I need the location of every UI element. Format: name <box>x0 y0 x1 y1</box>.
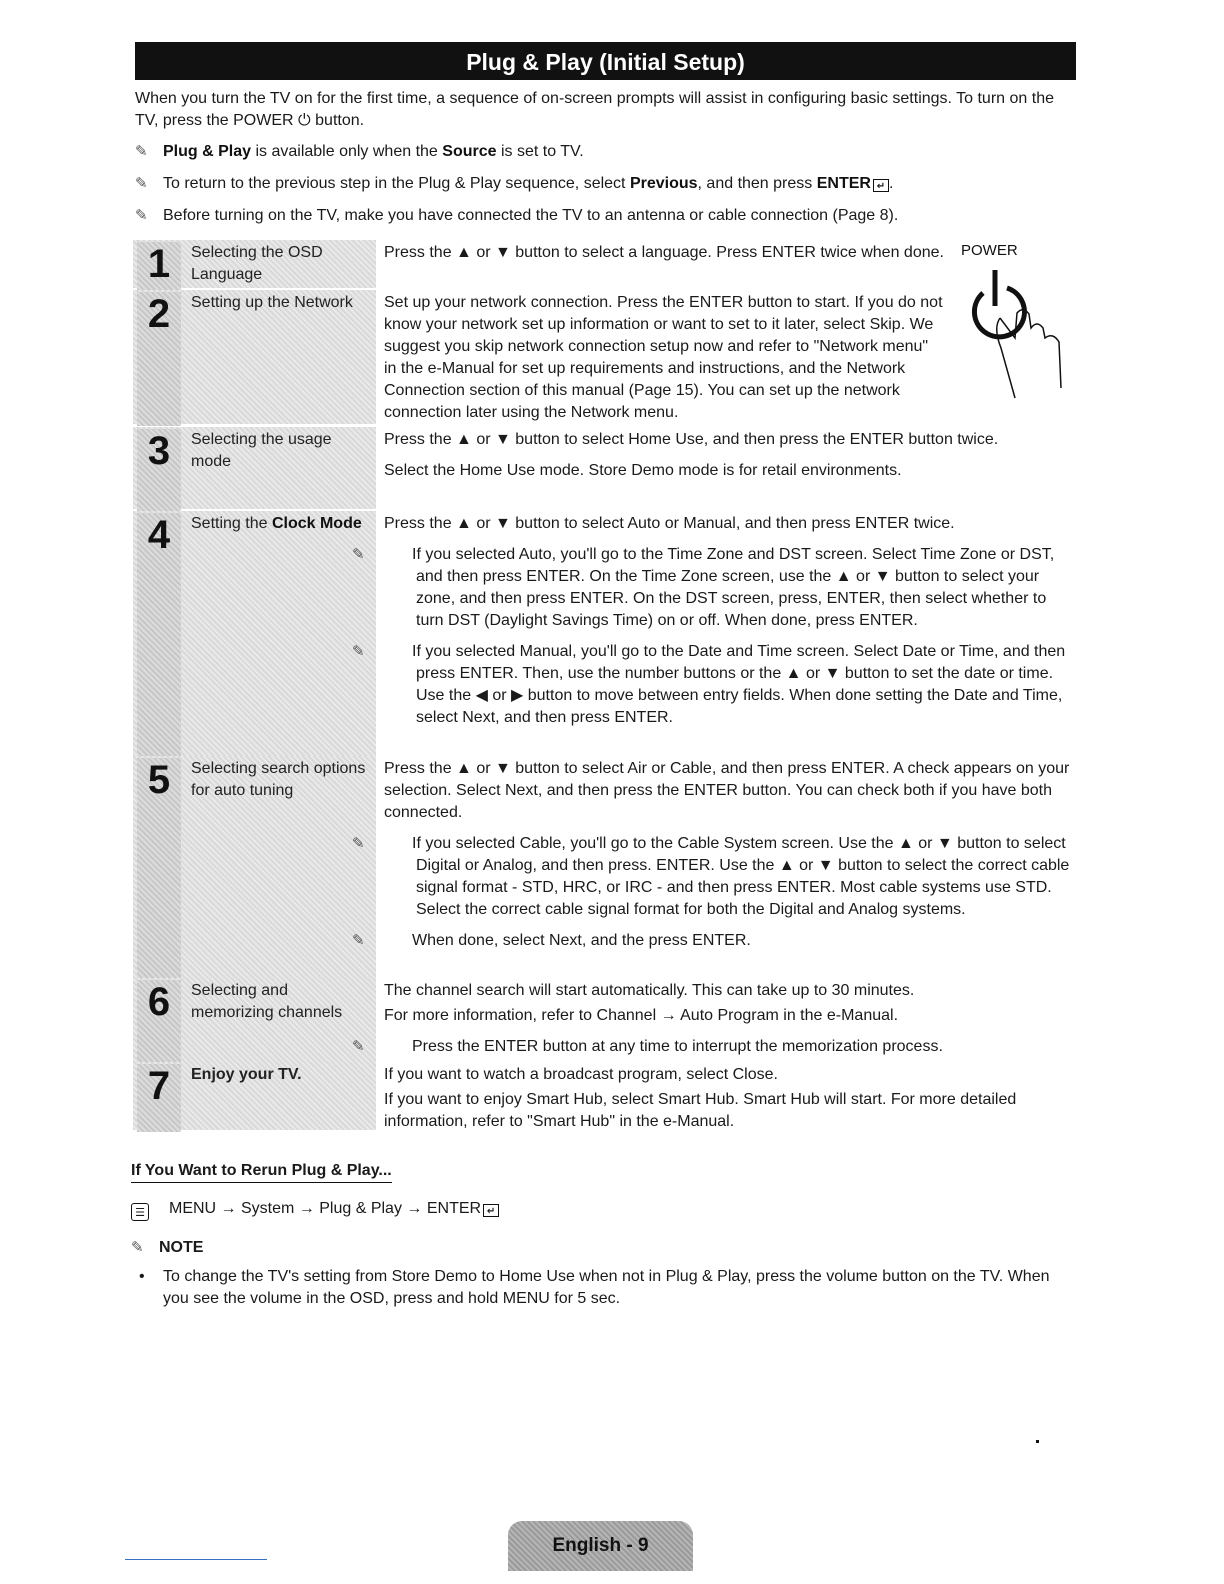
step-title: Selecting the usage mode <box>191 431 332 470</box>
step-number: 1 <box>137 242 181 290</box>
step-title: Selecting the OSD Language <box>191 244 323 283</box>
note-pencil-icon: ✎ <box>352 1038 365 1055</box>
power-hand-icon <box>945 258 1075 408</box>
step-number: 3 <box>137 429 181 511</box>
step-body: Press the ▲ or ▼ button to select Auto or Manual, and then press ENTER twice. ✎ If you selected Auto, you'll go to the Time Zone and DST screen. Select Time Zone or DST, and then press ENTER. On the Time Zone screen, use the ▲ or ▼ button to select your zone, and then press ENTER. On the DST screen, press, ENTER, then select whether to turn DST (Daylight Savings Time) on or off. When done, press ENTER. ✎ If you selected Manual, you'll go to the Date and Time screen. Select Date or Time, and then press ENTER. Then, use the number buttons or the ▲ or ▼ button to set the date or time. Use the ◀ or ▶ button to move between entry fields. When done setting the Date and Time, select Next, and then press ENTER. <box>352 515 1066 726</box>
bullet-dot: • <box>139 1268 145 1285</box>
step-title: Enjoy your TV. <box>191 1066 302 1083</box>
page-title: Plug & Play (Initial Setup) <box>135 42 1076 80</box>
step-body: Press the ▲ or ▼ button to select a language. Press ENTER twice when done. <box>384 244 944 261</box>
note-antenna-connection: ✎ Before turning on the TV, make you have connected the TV to an antenna or cable connection (Page 8). <box>135 205 898 227</box>
step-number: 2 <box>137 292 181 426</box>
step-title: Setting the Clock Mode <box>191 515 362 532</box>
note-pencil-icon: ✎ <box>135 143 148 160</box>
step-6 <box>133 978 1083 1068</box>
note-pencil-icon: ✎ <box>135 207 148 224</box>
step-7 <box>133 1062 1083 1130</box>
footer-rule <box>125 1559 267 1560</box>
note-pencil-icon: ✎ <box>352 546 365 563</box>
step-1 <box>133 240 1083 288</box>
step-3 <box>133 427 1083 509</box>
step-body: Set up your network connection. Press the ENTER button to start. If you do not know your network set up information or want to set to it later, select Skip. We suggest you skip network connection setup now and refer to "Network menu" in the e-Manual for set up requirements and instructions, and the Network Connection section of this manual (Page 15). You can set up the network connection later using the Network menu. <box>384 294 943 421</box>
page-number-tab: English - 9 <box>508 1521 693 1571</box>
note-pencil-icon: ✎ <box>131 1239 144 1256</box>
step-number: 4 <box>137 513 181 758</box>
power-label: POWER <box>961 242 1018 259</box>
step-body: The channel search will start automatically. This can take up to 30 minutes. For more information, refer to Channel → Auto Program in the e-Manual. ✎ Press the ENTER button at any time to interrupt the memorization process. <box>384 980 1074 1067</box>
note-pencil-icon: ✎ <box>135 175 148 192</box>
step-number: 6 <box>137 980 181 1070</box>
note-plug-play-source: ✎ Plug & Play is available only when the Source is set to TV. <box>135 141 584 163</box>
step-number: 7 <box>137 1064 181 1132</box>
step-number: 5 <box>137 758 181 980</box>
enter-icon: ↵ <box>483 1204 499 1217</box>
power-button-illustration <box>945 240 1085 410</box>
step-title: Selecting and memorizing channels <box>191 982 343 1021</box>
note-previous-step: ✎ To return to the previous step in the Plug & Play sequence, select Previous, and then press ENTER ↵ . <box>135 173 893 195</box>
note-pencil-icon: ✎ <box>352 643 365 660</box>
note-bullet: • To change the TV's setting from Store Demo to Home Use when not in Plug & Play, press the volume button on the TV. When you see the volume in the OSD, press and hold MENU for 5 sec. <box>139 1268 1050 1307</box>
power-symbol-icon: ⏻ <box>298 112 311 129</box>
enter-icon: ↵ <box>873 179 889 192</box>
stray-mark <box>1036 1440 1039 1443</box>
intro-paragraph <box>135 88 1080 132</box>
intro-text: When you turn the TV on for the first time, a sequence of on-screen prompts will assist in configuring basic settings. To turn on the TV, press the POWER <box>135 90 1054 129</box>
step-title: Selecting search options for auto tuning <box>191 760 366 799</box>
menu-path: ☰ MENU → System → Plug & Play → ENTER ↵ <box>131 1198 499 1221</box>
step-4 <box>133 511 1083 756</box>
remote-menu-icon: ☰ <box>131 1203 149 1221</box>
step-body: Press the ▲ or ▼ button to select Air or Cable, and then press ENTER. A check appears on your selection. Select Next, and then press the ENTER button. You can check both if you have both connected. ✎ If you selected Cable, you'll go to the Cable System screen. Use the ▲ or ▼ button to select Digital or Analog, and then press. ENTER. Use the ▲ or ▼ button to select the correct cable signal format - STD, HRC, or IRC - and then press ENTER. Most cable systems use STD. Select the correct cable signal format for both the Digital and Analog systems. ✎ When done, select Next, and the press ENTER. <box>384 758 1074 961</box>
step-5 <box>133 756 1083 978</box>
rerun-heading: If You Want to Rerun Plug & Play... <box>131 1162 392 1183</box>
intro-tail: button. <box>315 112 365 129</box>
note-pencil-icon: ✎ <box>352 932 365 949</box>
step-2 <box>133 290 1083 424</box>
step-body: Press the ▲ or ▼ button to select Home Use, and then press the ENTER button twice. Select the Home Use mode. Store Demo mode is for retail environments. <box>384 431 999 479</box>
step-body: If you want to watch a broadcast program, select Close. If you want to enjoy Smart Hub, select Smart Hub. Smart Hub will start. For more detailed information, refer to "Smart Hub" in the e-Manual. <box>384 1066 1017 1130</box>
note-pencil-icon: ✎ <box>352 835 365 852</box>
step-title: Setting up the Network <box>191 294 353 311</box>
note-heading: ✎ NOTE <box>131 1239 204 1256</box>
